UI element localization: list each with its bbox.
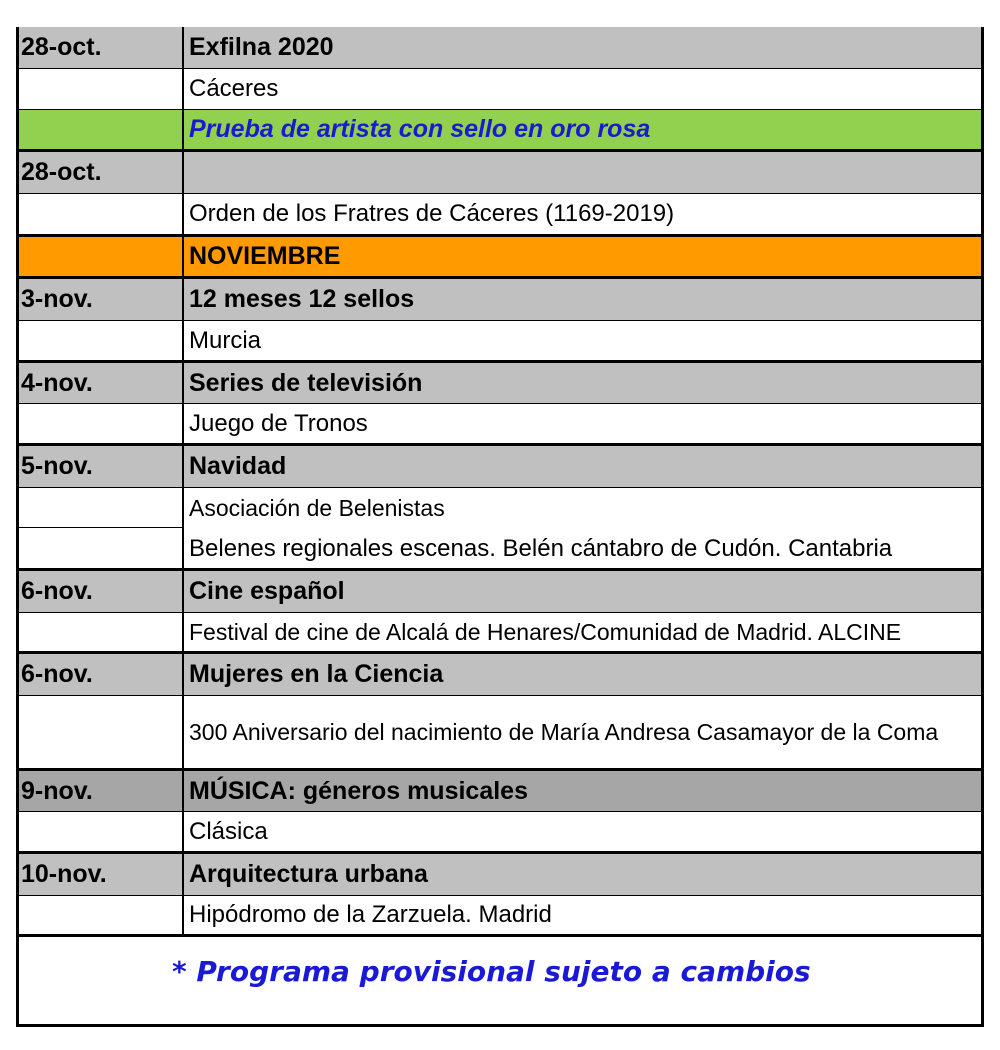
date-cell [19,69,184,109]
artist-proof-note: Prueba de artista con sello en oro rosa [189,115,651,143]
date-cell [19,812,184,851]
event-title: Mujeres en la Ciencia [189,660,444,688]
date-cell: 5-nov. [19,446,184,487]
table-row [19,613,981,654]
date-cell [19,110,184,149]
date-cell [19,696,184,768]
table-row [19,152,981,194]
table-row [19,771,981,812]
date-cell [19,529,184,568]
table-row [19,488,981,529]
table-row [19,363,981,404]
table-row [19,654,981,696]
event-detail: Orden de los Fratres de Cáceres (1169-2019) [189,200,675,227]
date-cell: 6-nov. [19,571,184,612]
table-row [19,279,981,321]
provisional-program-note: * Programa provisional sujeto a cambios [172,955,811,988]
event-title: 12 meses 12 sellos [189,285,415,313]
table-row [19,194,981,237]
date-cell: 10-nov. [19,854,184,895]
table-row [19,321,981,363]
schedule-table [16,27,984,1027]
date-cell: 28-oct. [19,152,184,193]
date-cell [19,194,184,234]
event-detail: Hipódromo de la Zarzuela. Madrid [189,901,552,928]
table-row [19,69,981,110]
date-cell: 9-nov. [19,771,184,811]
table-row-highlight [19,110,981,152]
event-detail: Murcia [189,326,262,354]
event-detail: 300 Aniversario del nacimiento de María Andresa Casamayor de la Coma [189,718,939,745]
table-row [19,854,981,896]
table-row [19,404,981,446]
date-cell [19,896,184,934]
event-title: MÚSICA: géneros musicales [189,776,528,805]
date-cell [19,237,184,276]
table-row [19,529,981,571]
event-title: Cine español [189,577,345,605]
row-divider [19,527,184,528]
event-detail: Juego de Tronos [189,409,368,437]
date-cell [19,404,184,443]
month-header [19,237,981,279]
event-title: Arquitectura urbana [189,860,428,888]
event-detail: Belenes regionales escenas. Belén cántabro de Cudón. Cantabria [189,534,893,562]
event-detail: Clásica [189,817,268,845]
table-row [19,812,981,854]
table-row [19,446,981,488]
table-row [19,27,981,69]
table-row [19,571,981,613]
event-title: Exfilna 2020 [189,33,334,61]
date-cell [19,321,184,360]
table-row [19,696,981,771]
event-detail: Asociación de Belenistas [189,495,445,521]
date-cell [19,613,184,651]
event-detail: Cáceres [189,75,279,102]
table-row [19,896,981,937]
date-cell: 3-nov. [19,279,184,320]
event-detail: Festival de cine de Alcalá de Henares/Comunidad de Madrid. ALCINE [189,618,902,645]
date-cell: 28-oct. [19,27,184,68]
month-label: NOVIEMBRE [189,242,341,270]
date-cell: 4-nov. [19,363,184,403]
date-cell: 6-nov. [19,654,184,695]
date-cell [19,488,184,529]
event-title: Navidad [189,452,287,480]
event-title: Series de televisión [189,368,423,397]
event-title [184,152,981,193]
